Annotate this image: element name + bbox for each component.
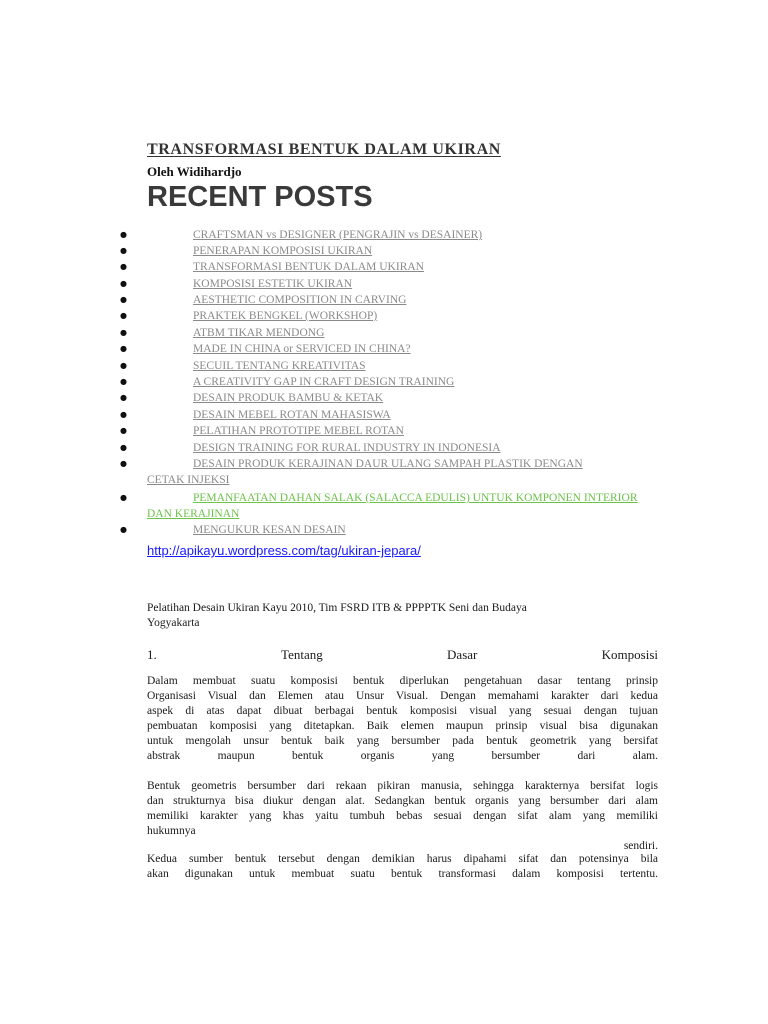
section-heading	[147, 646, 658, 663]
list-item	[0, 390, 768, 406]
source-url-link[interactable]: http://apikayu.wordpress.com/tag/ukiran-jepara/	[147, 543, 421, 558]
document-title: TRANSFORMASI BENTUK DALAM UKIRAN	[147, 141, 501, 158]
section-word: Dasar	[447, 647, 478, 662]
paragraph-line: Kedua sumber bentuk tersebut dengan demikian harus dipahami sifat dan potensinya bila	[147, 853, 658, 865]
paragraph	[147, 674, 658, 764]
list-item	[0, 423, 768, 439]
post-link[interactable]: A CREATIVITY GAP IN CRAFT DESIGN TRAINING	[193, 376, 455, 388]
paragraph-line: Organisasi Visual dan Elemen atau Unsur Visual. Dengan memahami karakter dari kedua	[147, 690, 658, 702]
post-link[interactable]: PEMANFAATAN DAHAN SALAK (SALACCA EDULIS) UNTUK KOMPONEN INTERIOR	[193, 492, 638, 504]
bullet-icon: ●	[120, 279, 127, 288]
bullet-icon: ●	[120, 230, 127, 239]
list-item	[0, 440, 768, 456]
post-link[interactable]: ATBM TIKAR MENDONG	[193, 327, 325, 339]
bullet-icon: ●	[120, 361, 127, 370]
bullet-icon: ●	[120, 525, 127, 534]
paragraph-line: untuk mengolah unsur bentuk baik yang bersumber pada bentuk geometrik yang bersifat	[147, 735, 658, 747]
post-link[interactable]: TRANSFORMASI BENTUK DALAM UKIRAN	[193, 261, 424, 273]
list-item	[0, 456, 768, 486]
list-item	[0, 243, 768, 259]
bullet-icon: ●	[120, 493, 127, 502]
paragraph	[147, 779, 658, 854]
bullet-icon: ●	[120, 393, 127, 402]
paragraph-line: akan digunakan untuk membuat suatu bentuk transformasi dalam komposisi tertentu.	[147, 868, 658, 880]
list-item	[0, 325, 768, 341]
bullet-icon: ●	[120, 410, 127, 419]
list-item	[0, 407, 768, 423]
paragraph-line: dan strukturnya bisa diukur dengan alat. Sedangkan bentuk organis yang bersumber dari alam	[147, 795, 658, 807]
bullet-icon: ●	[120, 443, 127, 452]
list-item	[0, 259, 768, 275]
post-link[interactable]: MENGUKUR KESAN DESAIN	[193, 524, 346, 536]
bullet-icon: ●	[120, 344, 127, 353]
paragraph-line: aspek di atas dapat dibuat berbagai bentuk komposisi visual yang sesuai dengan tujuan	[147, 705, 658, 717]
post-link[interactable]: DESAIN MEBEL ROTAN MAHASISWA	[193, 409, 391, 421]
list-item	[0, 276, 768, 292]
caption-line: Pelatihan Desain Ukiran Kayu 2010, Tim FSRD ITB & PPPPTK Seni dan Budaya	[147, 602, 527, 614]
list-item	[0, 308, 768, 324]
bullet-icon: ●	[120, 377, 127, 386]
paragraph-line: memiliki karakter yang khas yaitu tumbuh bebas sesuai dengan sifat alam yang memiliki	[147, 810, 658, 822]
post-link[interactable]: SECUIL TENTANG KREATIVITAS	[193, 360, 366, 372]
paragraph-line: pembuatan komposisi yang ditetapkan. Baik elemen maupun prinsip visual bisa digunakan	[147, 720, 658, 732]
paragraph-line: sendiri.	[623, 840, 658, 852]
recent-posts-heading: RECENT POSTS	[147, 181, 373, 213]
document-author: Oleh Widihardjo	[147, 164, 242, 179]
paragraph-line: Dalam membuat suatu komposisi bentuk diperlukan pengetahuan dasar tentang prinsip	[147, 675, 658, 687]
section-word: Tentang	[281, 647, 323, 662]
section-number: 1.	[147, 647, 157, 662]
bullet-icon: ●	[120, 246, 127, 255]
post-link[interactable]: AESTHETIC COMPOSITION IN CARVING	[193, 294, 407, 306]
post-link-continuation[interactable]: CETAK INJEKSI	[147, 474, 230, 486]
paragraph-line: hukumnya	[147, 825, 196, 837]
post-link[interactable]: DESAIN PRODUK KERAJINAN DAUR ULANG SAMPAH PLASTIK DENGAN	[193, 458, 583, 470]
bullet-icon: ●	[120, 262, 127, 271]
post-link[interactable]: KOMPOSISI ESTETIK UKIRAN	[193, 278, 353, 290]
list-item	[0, 490, 768, 520]
post-link[interactable]: PRAKTEK BENGKEL (WORKSHOP)	[193, 310, 378, 322]
paragraph-line: Bentuk geometris bersumber dari rekaan pikiran manusia, sehingga karakternya bersifat logis	[147, 780, 658, 792]
post-link[interactable]: PENERAPAN KOMPOSISI UKIRAN	[193, 245, 373, 257]
section-word: Komposisi	[601, 647, 658, 662]
bullet-icon: ●	[120, 311, 127, 320]
list-item	[0, 374, 768, 390]
caption	[147, 601, 658, 631]
list-item	[0, 341, 768, 357]
bullet-icon: ●	[120, 426, 127, 435]
list-item	[0, 227, 768, 243]
post-link[interactable]: CRAFTSMAN vs DESIGNER (PENGRAJIN vs DESAINER)	[193, 229, 483, 241]
post-link[interactable]: DESAIN PRODUK BAMBU & KETAK	[193, 392, 384, 404]
paragraph-line: abstrak maupun bentuk organis yang bersumber dari alam.	[147, 750, 658, 762]
caption-line: Yogyakarta	[147, 617, 200, 629]
post-link-continuation[interactable]: DAN KERAJINAN	[147, 508, 240, 520]
post-link[interactable]: DESIGN TRAINING FOR RURAL INDUSTRY IN INDONESIA	[193, 442, 501, 454]
post-link[interactable]: MADE IN CHINA or SERVICED IN CHINA?	[193, 343, 411, 355]
paragraph	[147, 852, 658, 882]
bullet-icon: ●	[120, 328, 127, 337]
list-item	[0, 292, 768, 308]
list-item	[0, 358, 768, 374]
bullet-icon: ●	[120, 459, 127, 468]
post-link[interactable]: PELATIHAN PROTOTIPE MEBEL ROTAN	[193, 425, 404, 437]
list-item	[0, 522, 768, 538]
bullet-icon: ●	[120, 295, 127, 304]
